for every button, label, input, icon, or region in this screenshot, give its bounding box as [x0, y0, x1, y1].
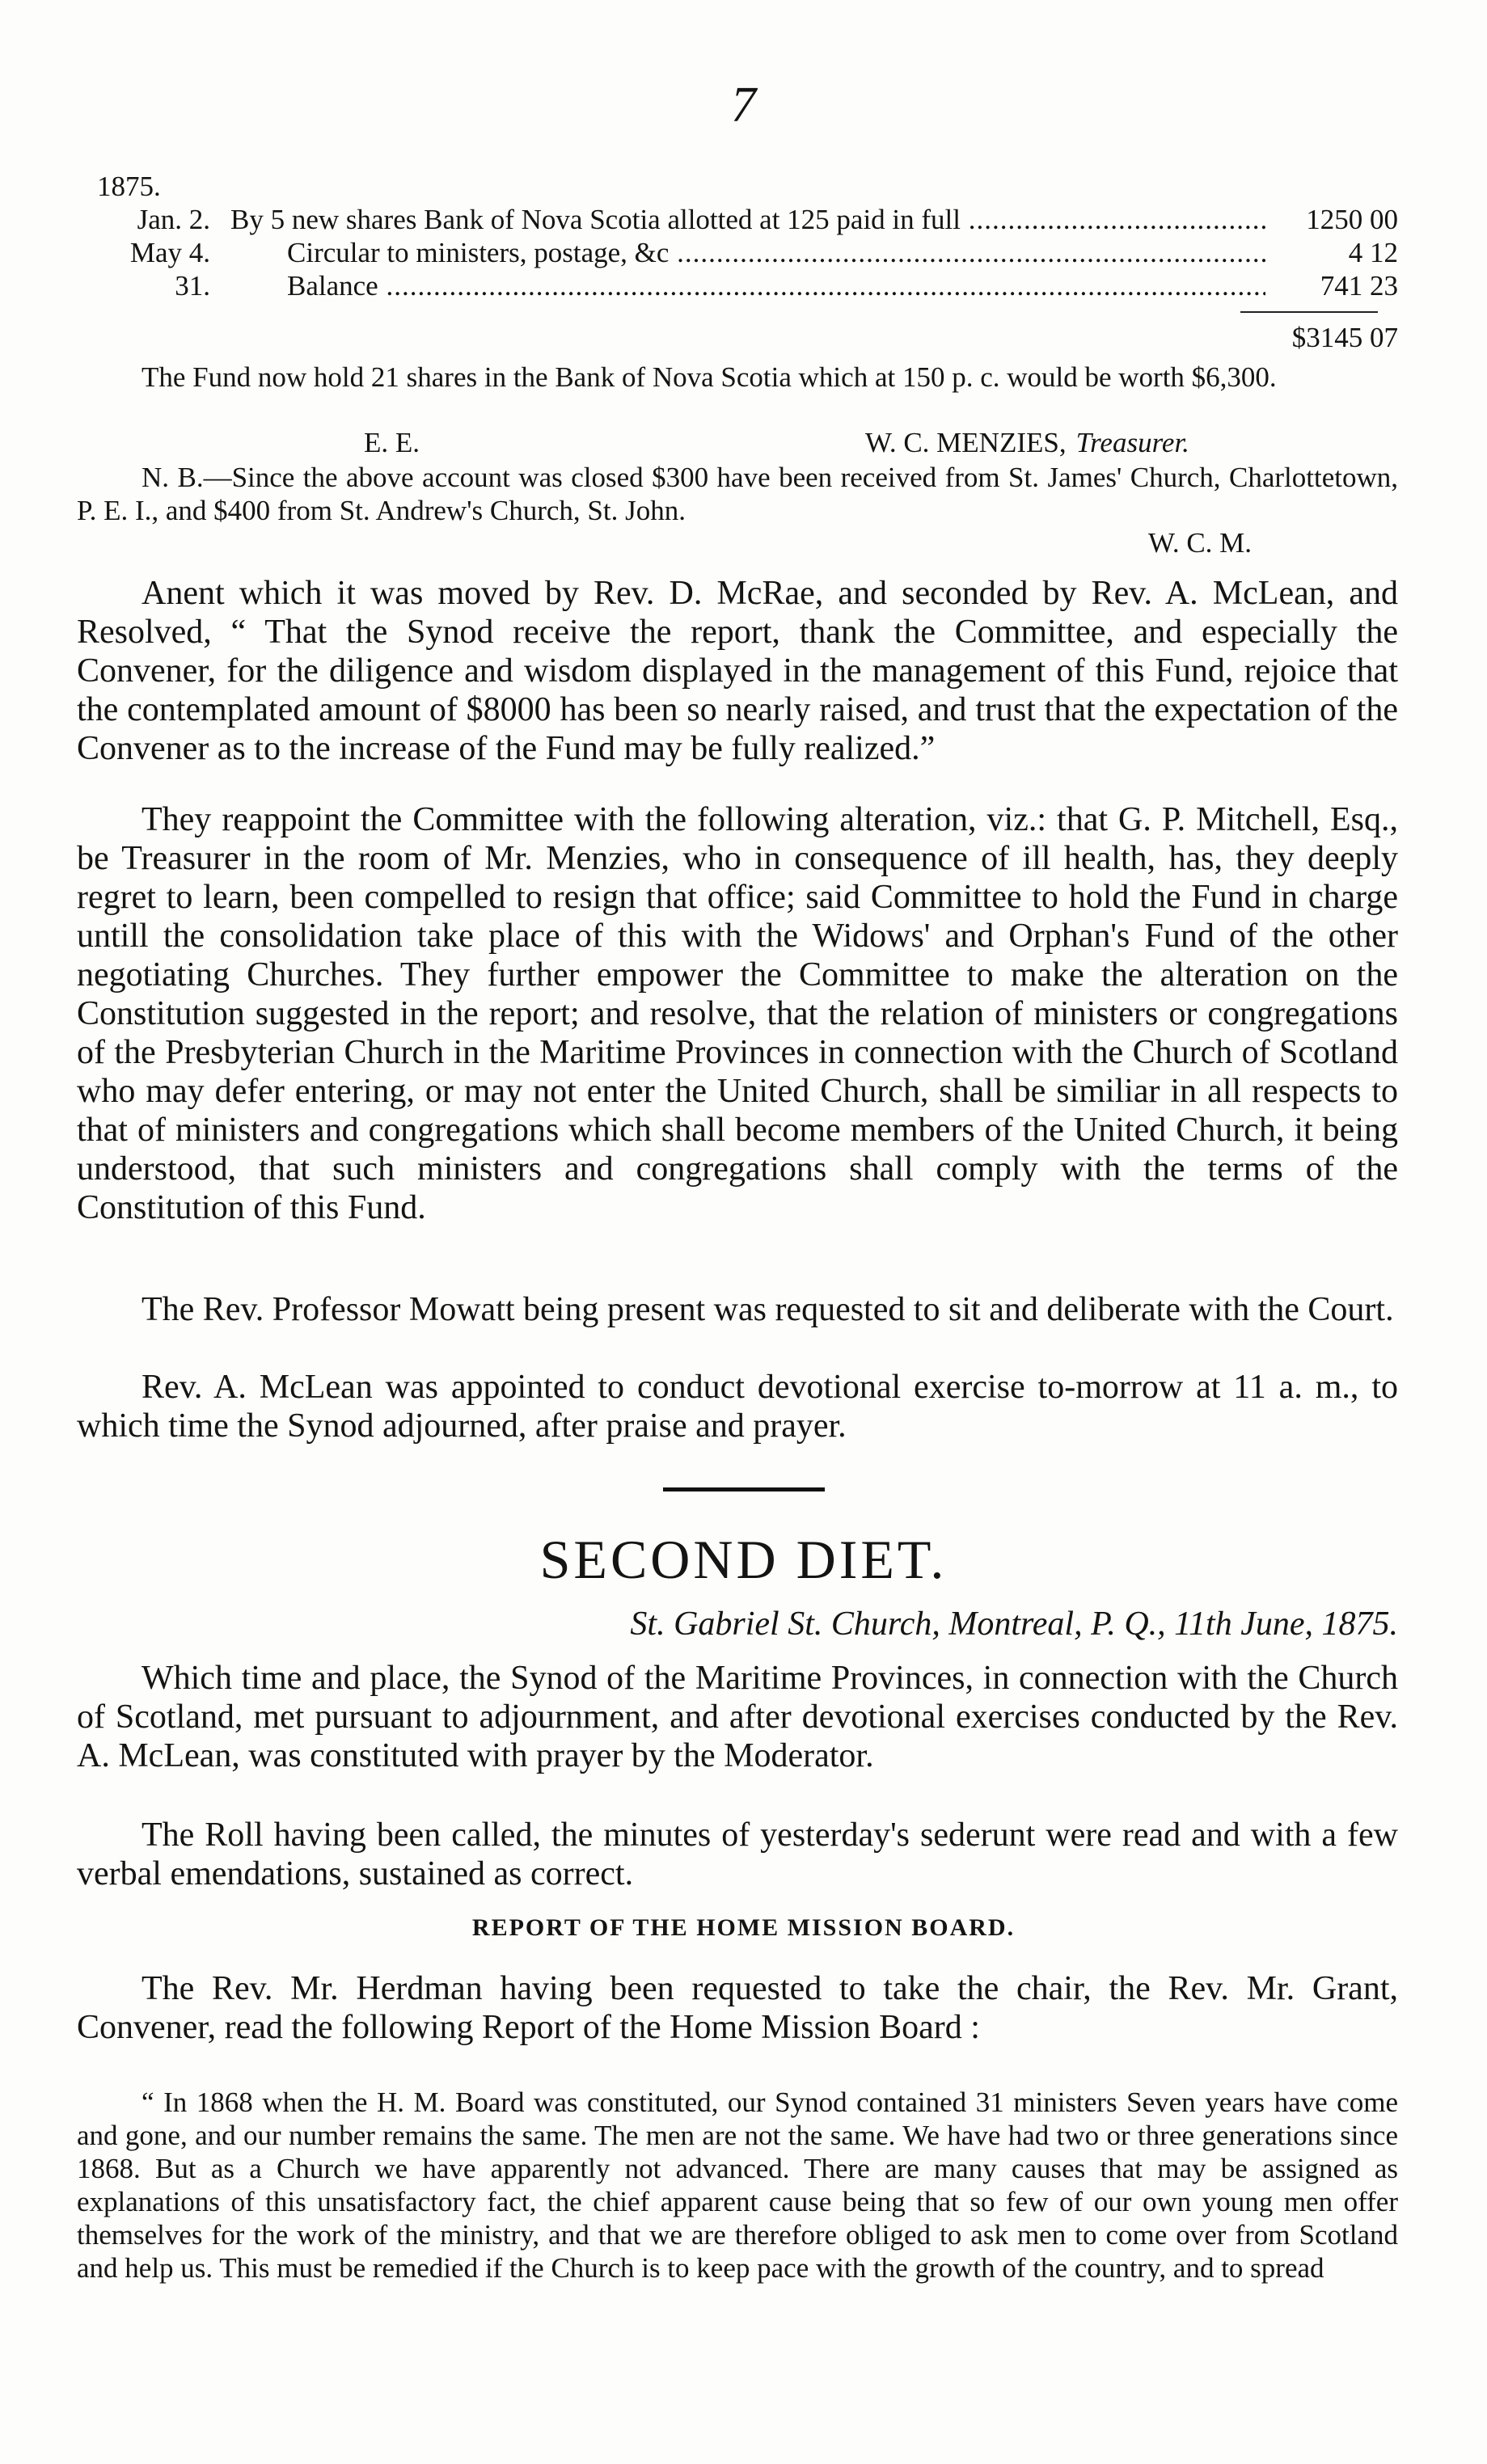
account-date: 31.	[175, 270, 210, 302]
account-table	[77, 170, 1398, 348]
report-subheading: REPORT OF THE HOME MISSION BOARD.	[471, 1914, 1016, 1941]
signature-row	[77, 427, 1398, 459]
total-rule	[1240, 311, 1378, 313]
report-quote: “ In 1868 when the H. M. Board was constituted, our Synod contained 31 ministers Seven years have come and gone, and our number remains the same. The men are not the same. We have had two or three generations since 1868. But as a Church we have apparently not advanced. There are many causes that may be assigned as explanations of this unsatisfactory fact, the chief apparent cause being that so few of our own young men offer themselves for the work of the ministry, and that we are therefore obliged to ask men to come over from Scotland and help us. This must be remedied if the Church is to keep pace with the growth of the country, and to spread	[77, 2086, 1398, 2284]
paragraph-intro: The Rev. Mr. Herdman having been requested to take the chair, the Rev. Mr. Grant, Convener, read the following Report of the Home Mission Board :	[77, 1970, 1398, 2046]
account-row	[77, 203, 1398, 236]
treasurer-name: W. C. MENZIES,	[865, 427, 1067, 458]
account-row	[77, 236, 1398, 269]
paragraph-adjourn: Rev. A. McLean was appointed to conduct devotional exercise to-morrow at 11 a. m., to which time the Synod adjourned, after praise and prayer.	[77, 1369, 1398, 1445]
section-heading: SECOND DIET.	[539, 1529, 948, 1590]
account-amount: 4 12	[1348, 237, 1398, 268]
paragraph-meeting: Which time and place, the Synod of the Maritime Provinces, in connection with the Church of Scotland, met pursuant to adjournment, and after devotional exercises conducted by the Rev. A. McLean, was constituted with prayer by the Moderator.	[77, 1660, 1398, 1774]
separator-rule	[663, 1487, 825, 1491]
account-desc: Circular to ministers, postage, &c .....	[230, 236, 1265, 269]
account-total: $3145 07	[1291, 322, 1398, 353]
page-number: 7	[731, 78, 756, 133]
paragraph-mowatt: The Rev. Professor Mowatt being present was requested to sit and deliberate with the Court.	[142, 1291, 1394, 1328]
account-date: May 4.	[129, 237, 210, 268]
account-row	[77, 269, 1398, 302]
account-amount: 1250 00	[1306, 204, 1398, 235]
place-date: St. Gabriel St. Church, Montreal, P. Q., 11th June, 1875.	[630, 1605, 1398, 1643]
paragraph-resolution: Anent which it was moved by Rev. D. McRae, and seconded by Rev. A. McLean, and Resolved, “ That the Synod receive the report, thank the Committee, and especially the Convener, for the diligence and wisdom displayed in the management of this Fund, rejoice that the contemplated amount of $8000 has been so nearly raised, and trust that the expectation of the Convener as to the increase of the Fund may be fully realized.”	[77, 575, 1398, 767]
nb-note: N. B.—Since the above account was closed $300 have been received from St. James' Church, Charlottetown, P. E. I., and $400 from St. Andrew's Church, St. John.	[77, 462, 1398, 526]
account-amount: 741 23	[1320, 270, 1398, 302]
account-date: Jan. 2.	[137, 204, 210, 235]
ee-mark: E. E.	[364, 427, 420, 458]
account-year: 1875.	[97, 171, 161, 202]
paragraph-reappoint: They reappoint the Committee with the following alteration, viz.: that G. P. Mitchell, Esq., be Treasurer in the room of Mr. Menzies, who in consequence of ill health, has, they deeply regret to learn, been compelled to resign that office; said Committee to hold the Fund in charge untill the consolidation take place of this with the Widows' and Orphan's Fund of the other negotiating Churches. They further empower the Committee to make the alteration on the Constitution suggested in the report; and resolve, that the relation of ministers or congregations of the Presbyterian Church in the Maritime Provinces in connection with the Church of Scotland who may defer entering, or may not enter the United Church, shall be similiar in all respects to that of ministers and congregations which shall become members of the United Church, it being understood, that such ministers and congregations shall comply with the terms of the Constitution of this Fund.	[77, 801, 1398, 1226]
treasurer-title: Treasurer.	[1075, 427, 1189, 458]
fund-note: The Fund now hold 21 shares in the Bank of Nova Scotia which at 150 p. c. would be worth $6,300.	[142, 361, 1277, 393]
initials: W. C. M.	[1148, 527, 1253, 559]
account-desc: By 5 new shares Bank of Nova Scotia allotted at 125 paid in full .....	[230, 203, 1265, 236]
paragraph-roll: The Roll having been called, the minutes of yesterday's sederunt were read and with a few verbal emendations, sustained as correct.	[77, 1816, 1398, 1892]
account-desc: Balance .....	[230, 269, 1265, 302]
